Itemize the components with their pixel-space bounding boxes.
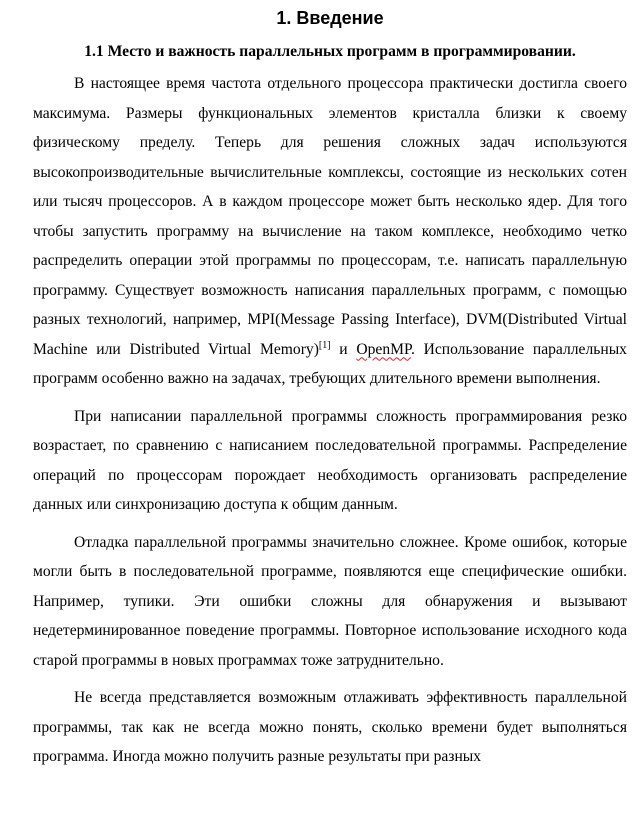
paragraph-1-tail: . Использование параллельных программ особенно важно на задачах, требующих длительного времени выполнения. <box>33 340 627 387</box>
section-heading: 1.1 Место и важность параллельных программ в программировании. <box>84 43 576 60</box>
paragraph-1-text: В настоящее время частота отдельного процессора практически достигла своего максимума. Размеры функциональных элементов кристалла близки к своему физическому пределу. Теперь для решения сложных задач используются высокопроизводительные вычислительные комплексы, состоящие из нескольких сотен или тысяч процессоров. А в каждом процессоре может быть несколько ядер. Для того чтобы запустить программу на вычисление на таком комплексе, необходимо четко распределить операции этой программы по процессорам, т.е. написать параллельную программу. Существует возможность написания параллельных программ, с помощью разных технологий, например, MPI(Message Passing Interface), DVM(Distributed Virtual Machine или Distributed Virtual Memory) <box>33 75 627 358</box>
paragraph-4: Не всегда представляется возможным отлаживать эффективность параллельной программы, так как не всегда можно понять, сколько времени будет выполняться программа. Иногда можно получить разные результаты при разных <box>33 689 627 765</box>
spellcheck-flagged-word[interactable]: OpenMP <box>356 340 411 358</box>
paragraph-1 <box>33 69 627 394</box>
paragraph-3: Отладка параллельной программы значительно сложнее. Кроме ошибок, которые могли быть в последовательной программе, появляются еще специфические ошибки. Например, тупики. Эти ошибки сложны для обнаружения и вызывают недетерминированное поведение программы. Повторное использование исходного кода старой программы в новых программах тоже затруднительно. <box>33 533 627 669</box>
paragraph-1-conjunction: и <box>330 340 357 358</box>
footnote-reference[interactable]: [1] <box>318 339 331 351</box>
paragraph-2: При написании параллельной программы сложность программирования резко возрастает, по сравнению с написанием последовательной программы. Распределение операций по процессорам порождает необходимость организовать распределение данных или синхронизацию доступа к общим данным. <box>33 407 627 513</box>
chapter-heading: 1. Введение <box>276 8 384 28</box>
